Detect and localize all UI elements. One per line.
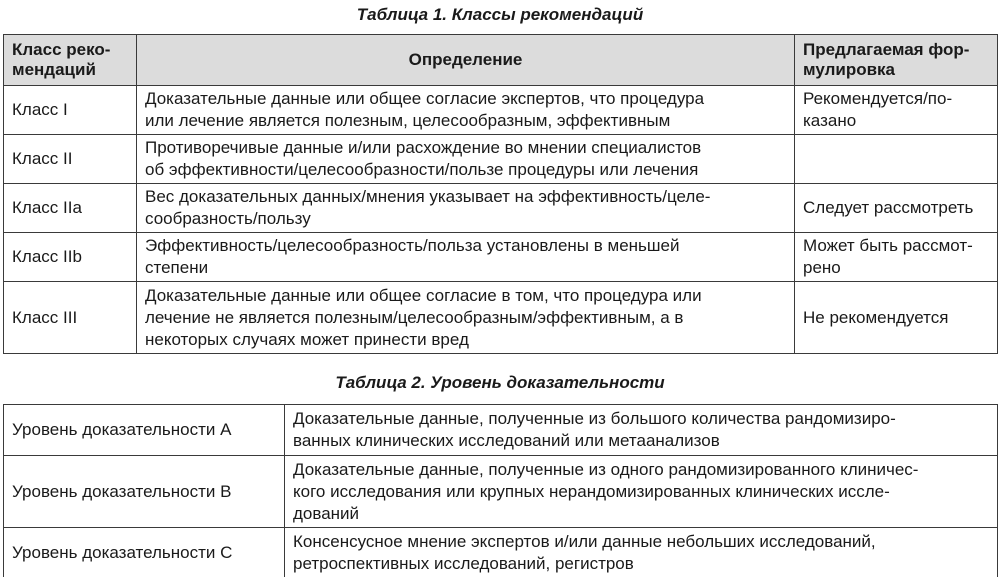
table-row (4, 233, 998, 282)
table-row (4, 86, 998, 135)
definition-cell: Доказательные данные, полученные из одного рандомизированного клиничес- кого исследования или крупных нерандомизированных клинических иссле- дований (285, 456, 998, 528)
wording-cell (795, 135, 998, 184)
wording-cell: Не рекомендуется (795, 282, 998, 354)
level-cell: Уровень доказательности C (4, 528, 285, 577)
definition-cell: Доказательные данные или общее согласие экспертов, что процедура или лечение является полезным, целесообразным, эффективным (137, 86, 795, 135)
class-cell: Класс I (4, 86, 137, 135)
definition-cell: Противоречивые данные и/или расхождение во мнении специалистов об эффективности/целесообразности/пользе процедуры или лечения (137, 135, 795, 184)
definition-cell: Доказательные данные или общее согласие в том, что процедура или лечение не является полезным/целесообразным/эффективным, а в некоторых случаях может принести вред (137, 282, 795, 354)
header-class: Класс реко- мендаций (4, 35, 137, 86)
definition-cell: Доказательные данные, полученные из большого количества рандомизиро- ванных клинических исследований или метаанализов (285, 405, 998, 456)
wording-cell: Следует рассмотреть (795, 184, 998, 233)
table-row (4, 456, 998, 528)
header-wording: Предлагаемая фор- мулировка (795, 35, 998, 86)
definition-cell: Эффективность/целесообразность/польза установлены в меньшей степени (137, 233, 795, 282)
evidence-levels-table (3, 404, 998, 577)
definition-cell: Вес доказательных данных/мнения указывает на эффективность/целе- сообразность/пользу (137, 184, 795, 233)
wording-cell: Может быть рассмот- рено (795, 233, 998, 282)
table-row (4, 528, 998, 577)
header-definition: Определение (137, 35, 795, 86)
table-row (4, 282, 998, 354)
table-header-row (4, 35, 998, 86)
definition-cell: Консенсусное мнение экспертов и/или данные небольших исследований, ретроспективных исследований, регистров (285, 528, 998, 577)
class-cell: Класс II (4, 135, 137, 184)
class-cell: Класс III (4, 282, 137, 354)
class-cell: Класс IIa (4, 184, 137, 233)
class-cell: Класс IIb (4, 233, 137, 282)
table2-caption: Таблица 2. Уровень доказательности (335, 373, 665, 392)
table-row (4, 405, 998, 456)
wording-cell: Рекомендуется/по- казано (795, 86, 998, 135)
level-cell: Уровень доказательности B (4, 456, 285, 528)
level-cell: Уровень доказательности А (4, 405, 285, 456)
table-row (4, 184, 998, 233)
table-row (4, 135, 998, 184)
table1-caption: Таблица 1. Классы рекомендаций (356, 5, 644, 24)
recommendation-classes-table (3, 34, 998, 354)
